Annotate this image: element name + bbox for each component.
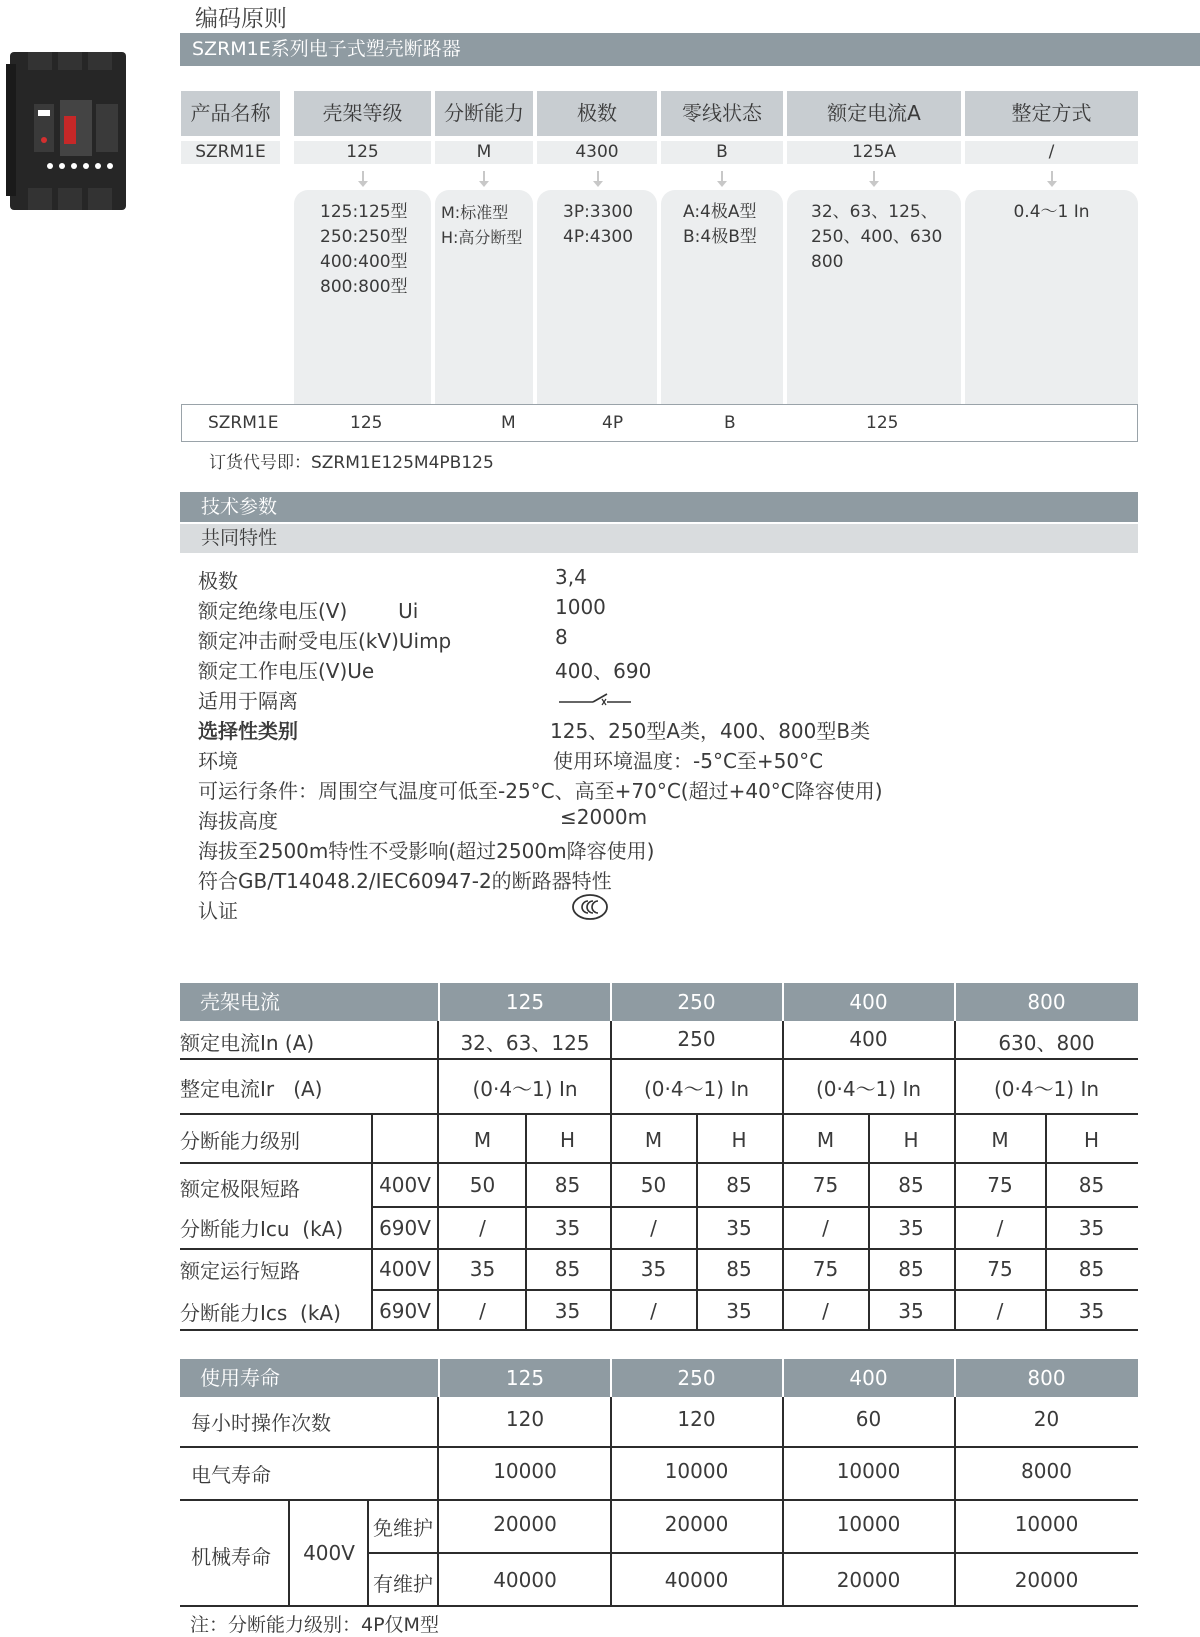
ics-690-cell: / [650,1299,657,1323]
sample-frame: 125 [350,413,383,433]
ics-400-cell: 85 [898,1257,924,1281]
frame-option: 400:400型 [320,252,408,272]
header-divider [954,1359,956,1397]
rated-current-value: 630、800 [998,1031,1095,1055]
sample-code-row [181,404,1138,442]
breaking-level-label: 分断能力级别 [180,1129,300,1153]
code-header-product: 产品名称 [181,91,280,136]
service-life-label: 使用寿命 [200,1366,280,1390]
ics-690-cell: / [996,1299,1004,1323]
frame-125: 125 [505,990,545,1014]
electrical-life-value: 10000 [664,1459,729,1483]
electrical-life-label: 电气寿命 [191,1463,271,1487]
param-label: 极数 [198,569,238,593]
tech-subtitle: 共同特性 [180,524,1138,553]
icu-690-cell: 35 [726,1216,752,1240]
code-poles: 4300 [537,141,657,164]
neutral-option: B:4极B型 [683,227,757,247]
ics-400-cell: 75 [987,1257,1013,1281]
row-line [180,1605,1138,1607]
level-cell: H [903,1128,919,1152]
setting-current-value: (0·4～1) In [472,1077,578,1101]
voltage-690: 690V [379,1299,431,1323]
ops-per-hour-label: 每小时操作次数 [191,1411,331,1435]
maintenance-free-value: 20000 [493,1512,557,1536]
current-options [787,190,961,405]
voltage-690: 690V [379,1216,431,1240]
with-maintenance-value: 20000 [1014,1568,1079,1592]
ops-value: 20 [1033,1407,1060,1431]
icu-400-cell: 75 [987,1173,1013,1197]
maintenance-free-value: 20000 [664,1512,729,1536]
neutral-options [661,190,783,405]
col-line [367,1500,369,1606]
with-maintenance-value: 20000 [836,1568,901,1592]
param-value: 400、690 [555,659,652,683]
col-line [610,1021,612,1330]
sample-product: SZRM1E [208,413,279,433]
icu-690-cell: 35 [1078,1216,1105,1240]
mechanical-life-label: 机械寿命 [191,1545,271,1569]
rated-current-value: 32、63、125 [460,1031,590,1055]
param-value: 3,4 [555,565,587,589]
rated-current-value: 400 [849,1027,888,1051]
rated-current-label: 额定电流In (A) [180,1031,315,1055]
ops-value: 120 [677,1407,716,1431]
icu-690-cell: 35 [898,1216,924,1240]
icu-label: 额定极限短路 [180,1177,300,1201]
ics-400-cell: 85 [554,1257,581,1281]
frame-400: 400 [849,990,888,1014]
param-value: 使用环境温度：-5°C至+50°C [553,749,824,773]
row-line [367,1552,1138,1554]
icu-690-cell: 35 [554,1216,581,1240]
life-frame-800: 800 [1027,1366,1066,1390]
footnote: 注：分断能力级别：4P仅M型 [190,1614,439,1636]
level-cell: H [559,1128,576,1152]
ics-400-cell: 75 [812,1257,839,1281]
arrow-down-icon [1051,171,1053,183]
col-line [696,1114,698,1330]
param-label: 符合GB/T14048.2/IEC60947-2的断路器特性 [198,869,612,893]
voltage-400: 400V [379,1173,431,1197]
maintenance-free-label: 免维护 [373,1516,433,1540]
col-line [782,1021,784,1330]
isolation-symbol-icon [557,688,633,708]
code-header-breaking: 分断能力 [435,91,533,136]
ics-690-cell: 35 [726,1299,752,1323]
electrical-life-value: 10000 [836,1459,901,1483]
breaking-options [435,190,533,405]
header-divider [610,1359,612,1397]
icu-690-cell: / [996,1216,1004,1240]
icu-400-cell: 75 [812,1173,839,1197]
electrical-life-value: 8000 [1021,1459,1072,1483]
param-value: 125、250型A类，400、800型B类 [550,719,871,743]
code-setting: / [965,141,1138,164]
code-header-frame: 壳架等级 [294,91,431,136]
icu-690-cell: / [822,1216,829,1240]
code-header-poles: 极数 [537,91,657,136]
setting-current-value: (0·4～1) In [815,1077,922,1101]
sample-poles: 4P [602,413,624,433]
ics-690-cell: / [822,1299,829,1323]
col-line [437,1021,439,1330]
setting-current-value: (0·4～1) In [643,1077,750,1101]
with-maintenance-label: 有维护 [373,1572,433,1596]
row-line [180,1329,1138,1331]
code-neutral: B [661,141,783,164]
life-frame-400: 400 [849,1366,888,1390]
icu-400-cell: 85 [726,1173,752,1197]
ics-690-cell: / [479,1299,486,1323]
frame-option: 125:125型 [320,202,408,222]
breaker-photo [4,48,130,214]
col-line [782,1397,784,1606]
current-option: 32、63、125、 [811,202,938,222]
page-heading: 编码原则 [195,6,287,32]
param-label: 海拔至2500m特性不受影响(超过2500m降容使用) [198,839,655,863]
sample-neutral: B [724,413,736,433]
icu-400-cell: 50 [469,1173,496,1197]
breaking-option: H:高分断型 [441,228,523,247]
param-label: 可运行条件：周围空气温度可低至-25°C、高至+70°C(超过+40°C降容使用) [198,779,883,803]
sample-current: 125 [866,413,899,433]
col-line [437,1397,439,1606]
maintenance-free-value: 10000 [1014,1512,1079,1536]
frame-250: 250 [677,990,716,1014]
col-line [371,1114,373,1330]
arrow-down-icon [597,171,599,183]
header-divider [782,1359,784,1397]
param-label: 选择性类别 [198,719,298,743]
ics-690-cell: 35 [554,1299,581,1323]
level-cell: M [644,1128,663,1152]
param-label: 环境 [198,749,238,773]
arrow-down-icon [362,171,364,183]
electrical-life-value: 10000 [493,1459,557,1483]
code-frame: 125 [294,141,431,164]
ics-400-cell: 35 [640,1257,667,1281]
with-maintenance-value: 40000 [493,1568,557,1592]
header-divider [438,983,440,1021]
param-value: 1000 [555,595,606,619]
current-option: 800 [811,252,844,272]
code-product: SZRM1E [181,141,280,164]
ics-label: 额定运行短路 [180,1259,300,1283]
poles-options [537,190,657,405]
row-line [180,1499,1138,1501]
ics-400-cell: 85 [726,1257,752,1281]
tech-title: 技术参数 [180,492,1138,522]
series-banner: SZRM1E系列电子式塑壳断路器 [180,33,1200,66]
frame-current-label: 壳架电流 [200,990,280,1014]
icu-400-cell: 85 [554,1173,581,1197]
param-value: 8 [555,625,568,649]
arrow-down-icon [483,171,485,183]
level-cell: H [731,1128,747,1152]
col-line [288,1500,290,1606]
col-line [954,1021,956,1330]
breaking-option: M:标准型 [441,203,509,222]
icu-label: 分断能力Icu (kA) [180,1217,344,1241]
row-line [180,1446,1138,1448]
life-frame-125: 125 [505,1366,545,1390]
row-line [180,1058,1138,1060]
param-label: 额定工作电压(V)Ue [198,659,375,683]
icu-400-cell: 50 [640,1173,667,1197]
param-label: 认证 [198,899,238,923]
icu-690-cell: / [479,1216,486,1240]
param-value: ≤2000m [560,805,648,829]
row-line [372,1289,1138,1291]
mechanical-voltage: 400V [303,1541,355,1565]
neutral-option: A:4极A型 [683,202,757,222]
setting-current-label: 整定电流Ir (A) [180,1077,323,1101]
code-breaking: M [435,141,533,164]
poles-option: 3P:3300 [563,202,634,222]
order-code: 订货代号即：SZRM1E125M4PB125 [209,453,494,473]
level-cell: H [1083,1128,1100,1152]
current-option: 250、400、630 [811,227,943,247]
col-line [525,1114,527,1330]
setting-options [965,190,1138,405]
code-header-neutral: 零线状态 [661,91,783,136]
ops-value: 120 [505,1407,545,1431]
frame-800: 800 [1027,990,1066,1014]
header-divider [782,983,784,1021]
poles-option: 4P:4300 [563,227,634,247]
ics-400-cell: 85 [1078,1257,1105,1281]
param-label: 适用于隔离 [198,689,298,713]
level-cell: M [816,1128,835,1152]
icu-400-cell: 85 [898,1173,924,1197]
header-divider [610,983,612,1021]
setting-current-value: (0·4～1) In [993,1077,1100,1101]
code-header-setting: 整定方式 [965,91,1138,136]
maintenance-free-value: 10000 [836,1512,901,1536]
ops-value: 60 [855,1407,882,1431]
with-maintenance-value: 40000 [664,1568,729,1592]
ics-690-cell: 35 [898,1299,924,1323]
sample-breaking: M [501,413,516,433]
col-line [610,1397,612,1606]
ics-690-cell: 35 [1078,1299,1105,1323]
col-line [868,1114,870,1330]
arrow-down-icon [721,171,723,183]
col-line [954,1397,956,1606]
rated-current-value: 250 [677,1027,716,1051]
row-line [372,1206,1138,1208]
code-current: 125A [787,141,961,164]
setting-option: 0.4～1 In [1013,202,1090,222]
frame-options [294,190,431,405]
icu-400-cell: 85 [1078,1173,1105,1197]
row-line [180,1162,1138,1164]
row-line [180,1248,1138,1250]
level-cell: M [991,1128,1009,1152]
header-divider [954,983,956,1021]
param-label: 海拔高度 [198,809,278,833]
frame-option: 800:800型 [320,277,408,297]
param-label: 额定绝缘电压(V) Ui [198,599,419,623]
frame-option: 250:250型 [320,227,408,247]
arrow-down-icon [873,171,875,183]
level-cell: M [473,1128,492,1152]
ics-label: 分断能力Ics (kA) [180,1301,341,1325]
life-frame-250: 250 [677,1366,716,1390]
row-line [180,1113,1138,1115]
ics-400-cell: 35 [469,1257,496,1281]
col-line [1045,1114,1047,1330]
voltage-400: 400V [379,1257,431,1281]
ccc-certification-icon [570,892,610,922]
icu-690-cell: / [650,1216,657,1240]
header-divider [438,1359,440,1397]
param-label: 额定冲击耐受电压(kV)Uimp [198,629,452,653]
code-header-current: 额定电流A [787,91,961,136]
